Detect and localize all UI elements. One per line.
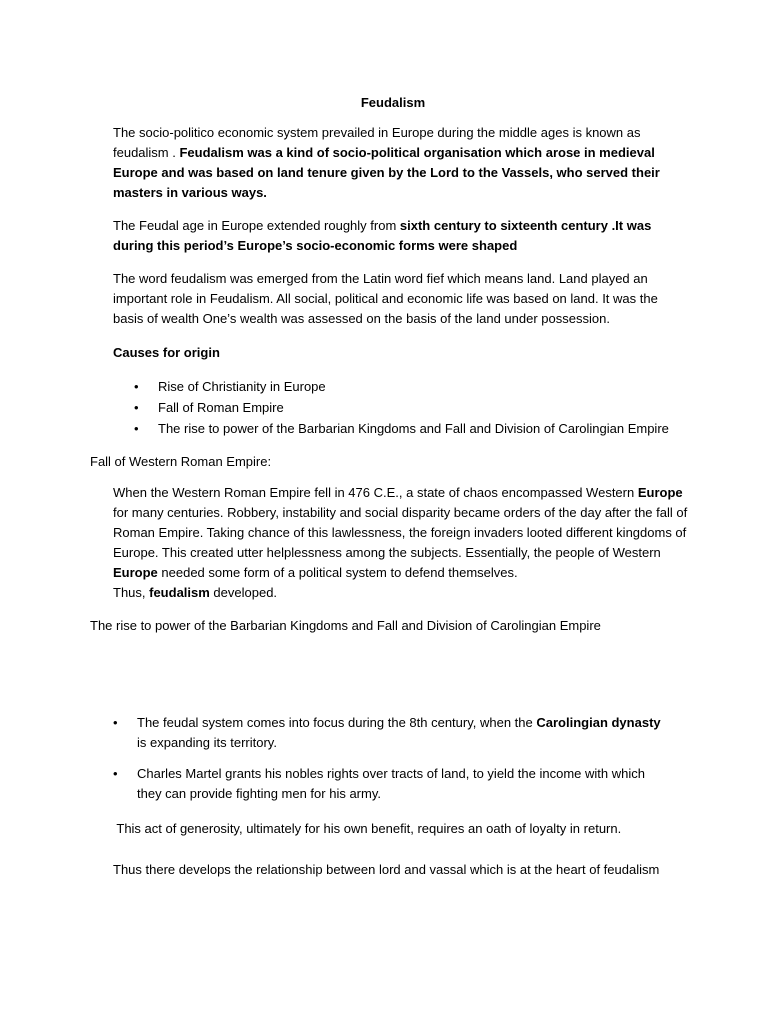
barbarian-heading: The rise to power of the Barbarian Kingdoms and Fall and Division of Carolingian Empire bbox=[90, 618, 601, 633]
western-text: for many centuries. Robbery, instability and social disparity became orders of the day after the fall of Roman Empire. Taking chance of this lawlessness, the foreign invaders looted different kingdoms of Europe. This created utter helplessness among the subjects. Essentially, the people of Western bbox=[113, 505, 688, 560]
intro-bold-text: Feudalism was a kind of socio-political organisation which arose in medieval Europe and was based on land tenure given by the Lord to the Vassels, who served their masters in various ways. bbox=[113, 145, 660, 200]
list-item bbox=[134, 397, 669, 418]
list-item-text: Charles Martel grants his nobles rights over tracts of land, to yield the income with which they can provide fighting men for his army. bbox=[137, 766, 645, 801]
bullet-icon: • bbox=[134, 379, 139, 394]
bullet-icon: • bbox=[113, 715, 118, 730]
list-item-text: The feudal system comes into focus during the 8th century, when the bbox=[137, 715, 537, 730]
causes-list bbox=[134, 376, 669, 439]
bullet-icon: • bbox=[134, 421, 139, 436]
list-item bbox=[134, 418, 669, 439]
list-item-text: is expanding its territory. bbox=[137, 735, 277, 750]
age-text: The Feudal age in Europe extended roughly from bbox=[113, 218, 400, 233]
intro-paragraph bbox=[113, 123, 688, 203]
western-text: needed some form of a political system to defend themselves. bbox=[157, 565, 518, 580]
causes-heading-text: Causes for origin bbox=[113, 345, 220, 360]
feudalism-bold: feudalism bbox=[149, 585, 210, 600]
intro-text: The socio-politico economic system prevailed in Europe during the middle ages is known as feudalism . bbox=[113, 125, 641, 160]
list-item-text: Fall of Roman Empire bbox=[158, 400, 284, 415]
bullet-icon: • bbox=[113, 766, 118, 781]
generosity-paragraph: This act of generosity, ultimately for his own benefit, requires an oath of loyalty in return. bbox=[113, 821, 622, 836]
western-heading: Fall of Western Roman Empire: bbox=[90, 454, 272, 469]
western-text: developed. bbox=[209, 585, 278, 600]
western-text: When the Western Roman Empire fell in 476 C.E., a state of chaos encompassed Western bbox=[113, 485, 638, 500]
western-text: Thus, bbox=[113, 585, 150, 600]
word-origin-paragraph: The word feudalism was emerged from the Latin word fief which means land. Land played an important role in Feudalism. All social, political and economic life was based on land. It was the basis of wealth One’s wealth was assessed on the basis of the land under possession. bbox=[113, 271, 658, 326]
list-item-text: Rise of Christianity in Europe bbox=[158, 379, 326, 394]
list-item bbox=[134, 376, 669, 397]
europe-bold: Europe bbox=[113, 565, 158, 580]
page-title: Feudalism bbox=[360, 95, 426, 110]
development-list bbox=[113, 713, 673, 815]
list-item-text: The rise to power of the Barbarian Kingdoms and Fall and Division of Carolingian Empire bbox=[158, 421, 669, 436]
list-item bbox=[113, 713, 673, 753]
conclusion-paragraph: Thus there develops the relationship between lord and vassal which is at the heart of feudalism bbox=[113, 862, 660, 877]
bullet-icon: • bbox=[134, 400, 139, 415]
europe-bold: Europe bbox=[637, 485, 683, 500]
list-item bbox=[113, 764, 673, 804]
age-bold-text: sixth century to sixteenth century .It was during this period’s Europe’s socio-economic forms were shaped bbox=[113, 218, 652, 253]
carolingian-bold: Carolingian dynasty bbox=[536, 715, 661, 730]
feudal-age-paragraph bbox=[113, 216, 688, 256]
causes-heading bbox=[113, 343, 688, 363]
western-paragraph bbox=[113, 483, 693, 603]
